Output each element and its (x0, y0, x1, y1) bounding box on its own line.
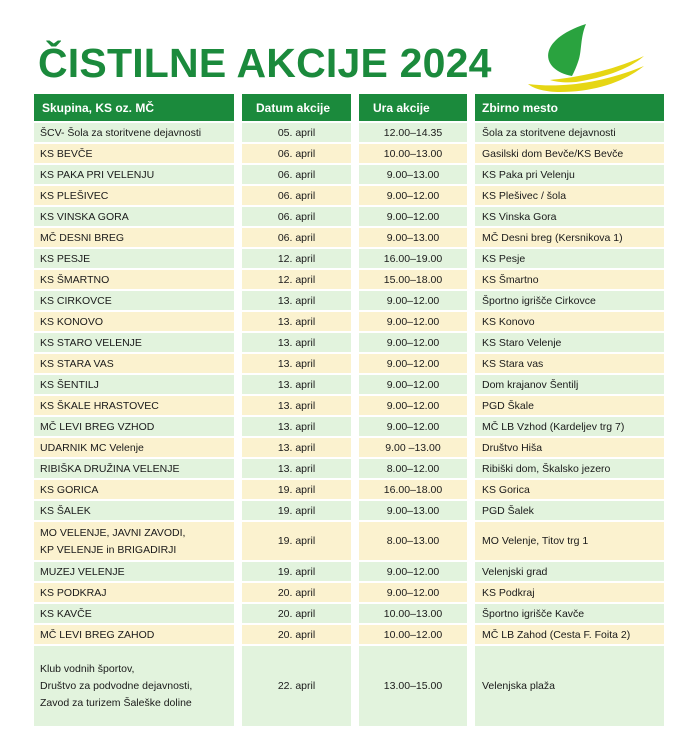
cell-date: 06. april (242, 228, 351, 247)
cell-date: 19. april (242, 501, 351, 520)
cell-place: KS Konovo (475, 312, 664, 331)
cell-group-line: Društvo za podvodne dejavnosti, (40, 680, 193, 692)
table-body (34, 123, 664, 726)
table-row (34, 249, 664, 268)
cell-time: 9.00–12.00 (359, 396, 467, 415)
cell-time: 9.00–12.00 (359, 354, 467, 373)
cell-group (34, 186, 234, 205)
cell-place: KS Šmartno (475, 270, 664, 289)
cell-group-line: KS ŠKALE HRASTOVEC (40, 399, 159, 412)
header-date: Datum akcije (242, 94, 351, 121)
table-row (34, 480, 664, 499)
cell-time: 8.00–12.00 (359, 459, 467, 478)
cell-group-line: Klub vodnih športov, (40, 663, 135, 675)
cell-group (34, 438, 234, 457)
cell-time: 16.00–19.00 (359, 249, 467, 268)
cell-group-line: KP VELENJE in BRIGADIRJI (40, 543, 177, 556)
cell-group-line: KS CIRKOVCE (40, 294, 112, 307)
table-row (34, 291, 664, 310)
cell-date: 13. april (242, 354, 351, 373)
cell-place: Gasilski dom Bevče/KS Bevče (475, 144, 664, 163)
cell-date: 20. april (242, 625, 351, 644)
cell-time: 13.00–15.00 (359, 646, 467, 726)
cell-time: 10.00–12.00 (359, 625, 467, 644)
cell-group-line: KS VINSKA GORA (40, 210, 129, 223)
table-row (34, 123, 664, 142)
cell-group-line: KS KONOVO (40, 315, 104, 328)
cell-group (34, 123, 234, 142)
cell-group (34, 354, 234, 373)
table-row (34, 562, 664, 581)
cell-group (34, 501, 234, 520)
header-place: Zbirno mesto (475, 94, 664, 121)
cell-time: 8.00–13.00 (359, 522, 467, 560)
cell-date: 05. april (242, 123, 351, 142)
cell-time: 9.00–12.00 (359, 333, 467, 352)
page-title: ČISTILNE AKCIJE 2024 (38, 40, 492, 86)
cell-group (34, 165, 234, 184)
cell-group-line: KS STARA VAS (40, 357, 114, 370)
table-row (34, 625, 664, 644)
cell-group (34, 459, 234, 478)
cell-place: PGD Šalek (475, 501, 664, 520)
cell-group-line: MUZEJ VELENJE (40, 565, 125, 578)
cell-place: Šola za storitvene dejavnosti (475, 123, 664, 142)
cell-group-line: MČ LEVI BREG ZAHOD (40, 628, 155, 641)
cell-group-line: KS PESJE (40, 252, 91, 265)
cell-date: 13. april (242, 291, 351, 310)
cell-place: Športno igrišče Kavče (475, 604, 664, 623)
table-row (34, 186, 664, 205)
table-row (34, 207, 664, 226)
cell-time: 16.00–18.00 (359, 480, 467, 499)
cell-date: 06. april (242, 144, 351, 163)
cell-place: PGD Škale (475, 396, 664, 415)
cell-group-line: MČ LEVI BREG VZHOD (40, 420, 155, 433)
table-row (34, 270, 664, 289)
cell-group (34, 207, 234, 226)
cell-date: 13. april (242, 312, 351, 331)
cell-place: Športno igrišče Cirkovce (475, 291, 664, 310)
cell-place: KS Plešivec / šola (475, 186, 664, 205)
cell-group-line: KS PAKA PRI VELENJU (40, 168, 155, 181)
cell-group (34, 562, 234, 581)
cell-time: 12.00–14.35 (359, 123, 467, 142)
cell-group-line: KS PODKRAJ (40, 586, 107, 599)
table-row (34, 646, 664, 726)
header-group: Skupina, KS oz. MČ (34, 94, 234, 121)
cell-group (34, 396, 234, 415)
cell-place: MO Velenje, Titov trg 1 (475, 522, 664, 560)
cell-group (34, 375, 234, 394)
cell-date: 13. april (242, 375, 351, 394)
cell-time: 9.00–12.00 (359, 186, 467, 205)
cell-group-line: UDARNIK MC Velenje (40, 441, 144, 454)
cell-date: 20. april (242, 604, 351, 623)
cell-place: Ribiški dom, Škalsko jezero (475, 459, 664, 478)
cell-place: Velenjska plaža (475, 646, 664, 726)
cell-group-line: Zavod za turizem Šaleške doline (40, 697, 192, 709)
cell-date: 06. april (242, 207, 351, 226)
cell-place: KS Staro Velenje (475, 333, 664, 352)
cell-place: KS Stara vas (475, 354, 664, 373)
cell-time: 9.00–13.00 (359, 228, 467, 247)
cell-date: 13. april (242, 417, 351, 436)
cell-time: 9.00–12.00 (359, 417, 467, 436)
cell-date: 12. april (242, 249, 351, 268)
cell-place: KS Paka pri Velenju (475, 165, 664, 184)
cell-group (34, 291, 234, 310)
table-header (34, 94, 664, 121)
cell-date: 12. april (242, 270, 351, 289)
cell-group (34, 583, 234, 602)
cell-time: 9.00–12.00 (359, 291, 467, 310)
cell-group-line: KS KAVČE (40, 607, 92, 620)
cell-place: KS Vinska Gora (475, 207, 664, 226)
cell-date: 20. april (242, 583, 351, 602)
cell-date: 06. april (242, 186, 351, 205)
cell-group (34, 646, 234, 726)
cell-group (34, 270, 234, 289)
cell-time: 15.00–18.00 (359, 270, 467, 289)
cell-group (34, 228, 234, 247)
table-row (34, 354, 664, 373)
cell-group (34, 144, 234, 163)
table-row (34, 522, 664, 560)
table-row (34, 604, 664, 623)
table-row (34, 438, 664, 457)
table-row (34, 333, 664, 352)
cell-time: 9.00–13.00 (359, 165, 467, 184)
cell-date: 13. april (242, 396, 351, 415)
cell-group-line: KS ŠENTILJ (40, 378, 99, 391)
cell-group (34, 604, 234, 623)
cell-time: 9.00–12.00 (359, 312, 467, 331)
cell-group-line: KS ŠMARTNO (40, 273, 110, 286)
cell-date: 19. april (242, 480, 351, 499)
table-row (34, 583, 664, 602)
cell-group-line: KS ŠALEK (40, 504, 91, 517)
cell-group-line: KS GORICA (40, 483, 99, 496)
header-time: Ura akcije (359, 94, 467, 121)
cell-date: 19. april (242, 522, 351, 560)
table-row (34, 144, 664, 163)
cell-place: Velenjski grad (475, 562, 664, 581)
cell-time: 10.00–13.00 (359, 604, 467, 623)
cell-time: 9.00–12.00 (359, 207, 467, 226)
table-row (34, 312, 664, 331)
cell-time: 10.00–13.00 (359, 144, 467, 163)
cell-place: MČ LB Zahod (Cesta F. Foita 2) (475, 625, 664, 644)
cell-date: 06. april (242, 165, 351, 184)
table-row (34, 165, 664, 184)
cell-group (34, 312, 234, 331)
table-row (34, 396, 664, 415)
cell-place: MČ Desni breg (Kersnikova 1) (475, 228, 664, 247)
cell-group (34, 480, 234, 499)
cell-group-line: KS STARO VELENJE (40, 336, 142, 349)
cell-time: 9.00–12.00 (359, 562, 467, 581)
cell-time: 9.00–12.00 (359, 375, 467, 394)
cell-time: 9.00 –13.00 (359, 438, 467, 457)
schedule-table (34, 94, 664, 726)
cell-group-line: MO VELENJE, JAVNI ZAVODI, (40, 526, 186, 539)
table-row (34, 228, 664, 247)
cell-date: 19. april (242, 562, 351, 581)
cell-group (34, 522, 234, 560)
leaf-logo-icon (520, 18, 648, 94)
cell-date: 22. april (242, 646, 351, 726)
cell-place: KS Podkraj (475, 583, 664, 602)
cell-group (34, 333, 234, 352)
cell-time: 9.00–13.00 (359, 501, 467, 520)
cell-group (34, 249, 234, 268)
cell-group-line: RIBIŠKA DRUŽINA VELENJE (40, 462, 180, 475)
cell-place: MČ LB Vzhod (Kardeljev trg 7) (475, 417, 664, 436)
cell-group (34, 417, 234, 436)
cell-group-line: MČ DESNI BREG (40, 231, 125, 244)
cell-place: KS Gorica (475, 480, 664, 499)
table-row (34, 375, 664, 394)
table-row (34, 459, 664, 478)
table-row (34, 417, 664, 436)
cell-place: Društvo Hiša (475, 438, 664, 457)
cell-place: KS Pesje (475, 249, 664, 268)
cell-group-line: ŠCV- Šola za storitvene dejavnosti (40, 126, 202, 139)
cell-group-line: KS PLEŠIVEC (40, 189, 109, 202)
cell-date: 13. april (242, 459, 351, 478)
cell-group (34, 625, 234, 644)
cell-date: 13. april (242, 438, 351, 457)
cell-group-line: KS BEVČE (40, 147, 93, 160)
table-row (34, 501, 664, 520)
cell-date: 13. april (242, 333, 351, 352)
cell-time: 9.00–12.00 (359, 583, 467, 602)
cell-place: Dom krajanov Šentilj (475, 375, 664, 394)
